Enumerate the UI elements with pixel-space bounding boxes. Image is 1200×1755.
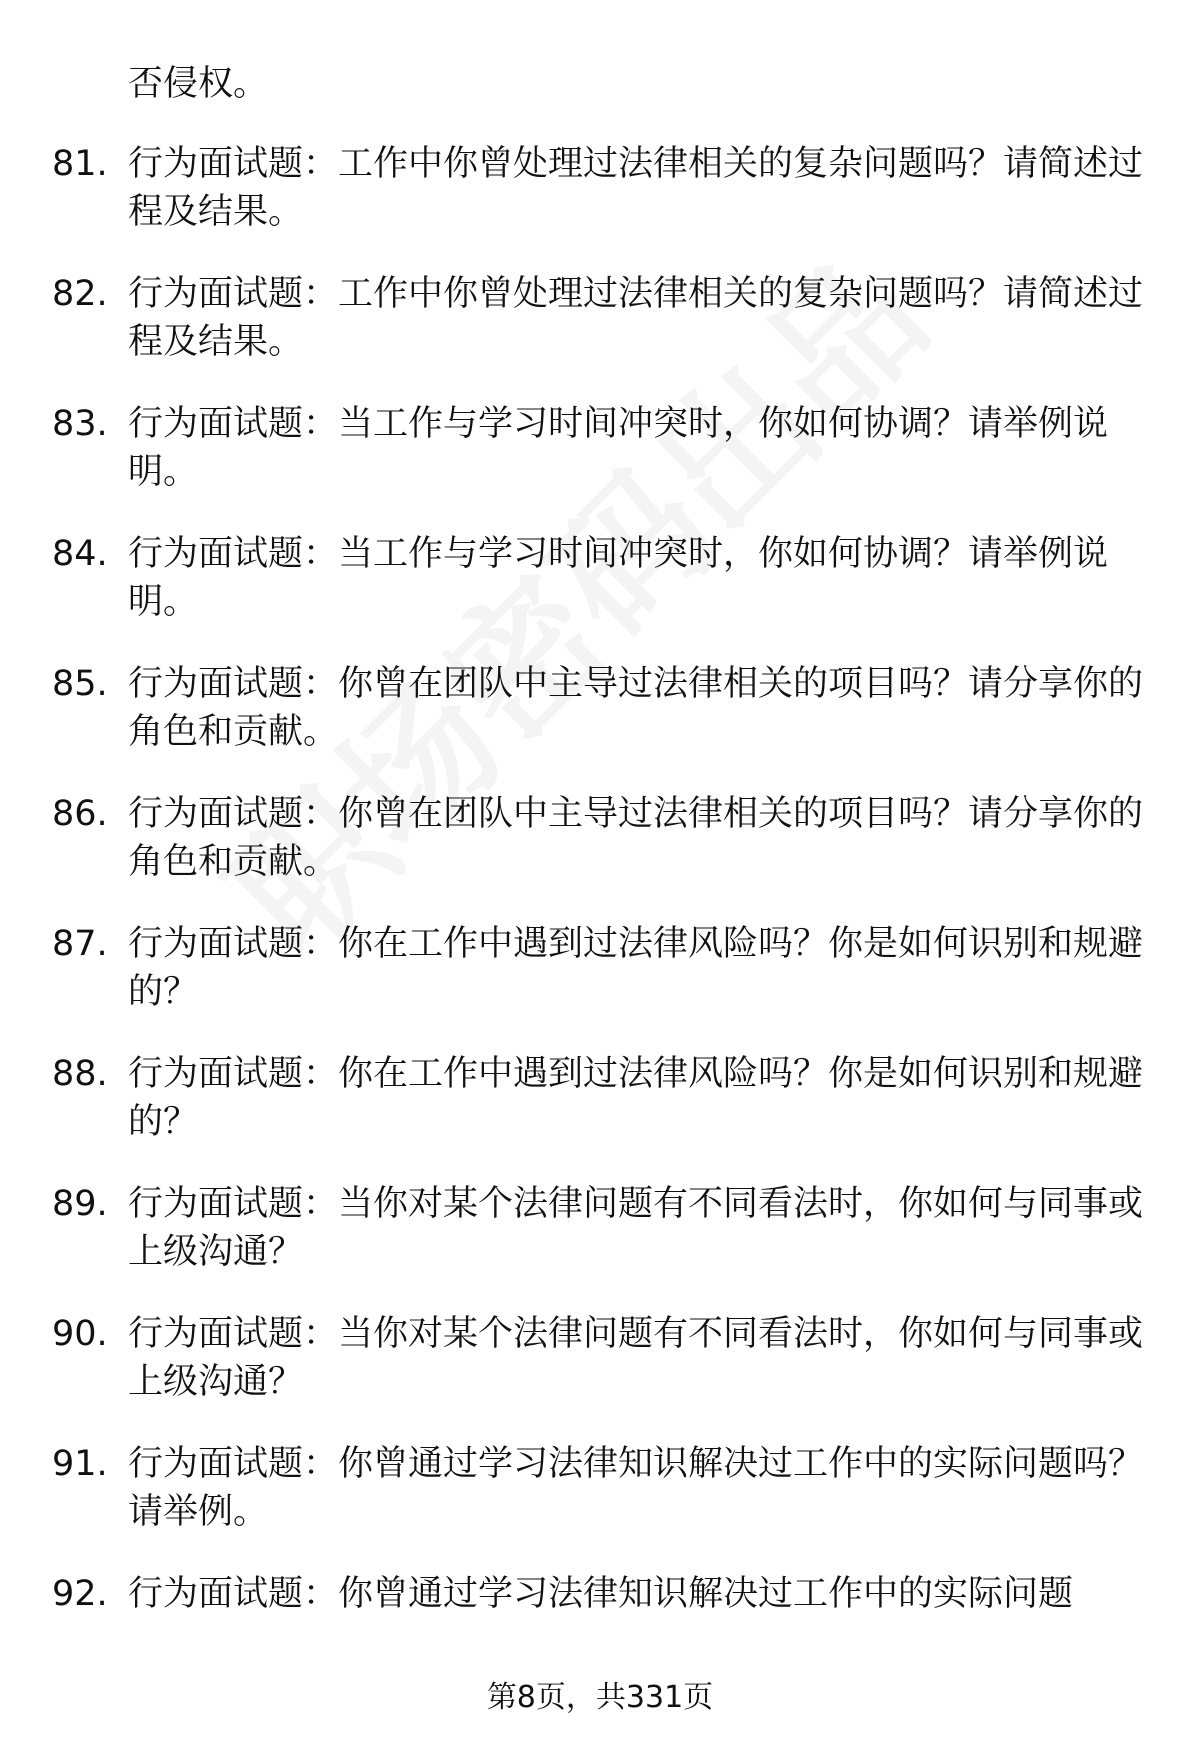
question-text: 行为面试题：工作中你曾处理过法律相关的复杂问题吗？请简述过程及结果。 xyxy=(128,144,1144,232)
question-number: 81. xyxy=(52,144,108,184)
question-text: 行为面试题：你在工作中遇到过法律风险吗？你是如何识别和规避的？ xyxy=(128,924,1144,1012)
page-footer: 第8页，共331页 xyxy=(486,1680,714,1715)
question-item xyxy=(0,1180,1200,1310)
question-item xyxy=(0,270,1200,400)
question-text: 行为面试题：你在工作中遇到过法律风险吗？你是如何识别和规避的？ xyxy=(128,1054,1144,1142)
question-text: 行为面试题：当你对某个法律问题有不同看法时，你如何与同事或上级沟通？ xyxy=(128,1184,1144,1272)
question-number: 92. xyxy=(52,1574,108,1614)
question-number: 86. xyxy=(52,794,108,834)
question-text: 行为面试题：你曾在团队中主导过法律相关的项目吗？请分享你的角色和贡献。 xyxy=(128,794,1144,882)
question-number: 83. xyxy=(52,404,108,444)
question-number: 91. xyxy=(52,1444,108,1484)
continuation-text: 否侵权。 xyxy=(128,64,269,104)
question-text: 行为面试题：你曾在团队中主导过法律相关的项目吗？请分享你的角色和贡献。 xyxy=(128,664,1144,752)
question-text: 行为面试题：你曾通过学习法律知识解决过工作中的实际问题吗？请举例。 xyxy=(128,1444,1144,1532)
question-number: 82. xyxy=(52,274,108,314)
question-text: 行为面试题：你曾通过学习法律知识解决过工作中的实际问题 xyxy=(128,1574,1074,1614)
question-number: 88. xyxy=(52,1054,108,1094)
question-item xyxy=(0,1440,1200,1570)
question-item xyxy=(0,1050,1200,1180)
question-item xyxy=(0,790,1200,920)
question-item xyxy=(0,1310,1200,1440)
question-item xyxy=(0,660,1200,790)
question-item xyxy=(0,920,1200,1050)
question-text: 行为面试题：当你对某个法律问题有不同看法时，你如何与同事或上级沟通？ xyxy=(128,1314,1144,1402)
question-text: 行为面试题：工作中你曾处理过法律相关的复杂问题吗？请简述过程及结果。 xyxy=(128,274,1144,362)
question-number: 84. xyxy=(52,534,108,574)
question-item xyxy=(0,530,1200,660)
question-item xyxy=(0,140,1200,270)
question-number: 90. xyxy=(52,1314,108,1354)
question-number: 85. xyxy=(52,664,108,704)
question-number: 87. xyxy=(52,924,108,964)
question-text: 行为面试题：当工作与学习时间冲突时，你如何协调？请举例说明。 xyxy=(128,404,1109,492)
question-list xyxy=(0,140,1200,1700)
question-number: 89. xyxy=(52,1184,108,1224)
question-item xyxy=(0,400,1200,530)
question-text: 行为面试题：当工作与学习时间冲突时，你如何协调？请举例说明。 xyxy=(128,534,1109,622)
